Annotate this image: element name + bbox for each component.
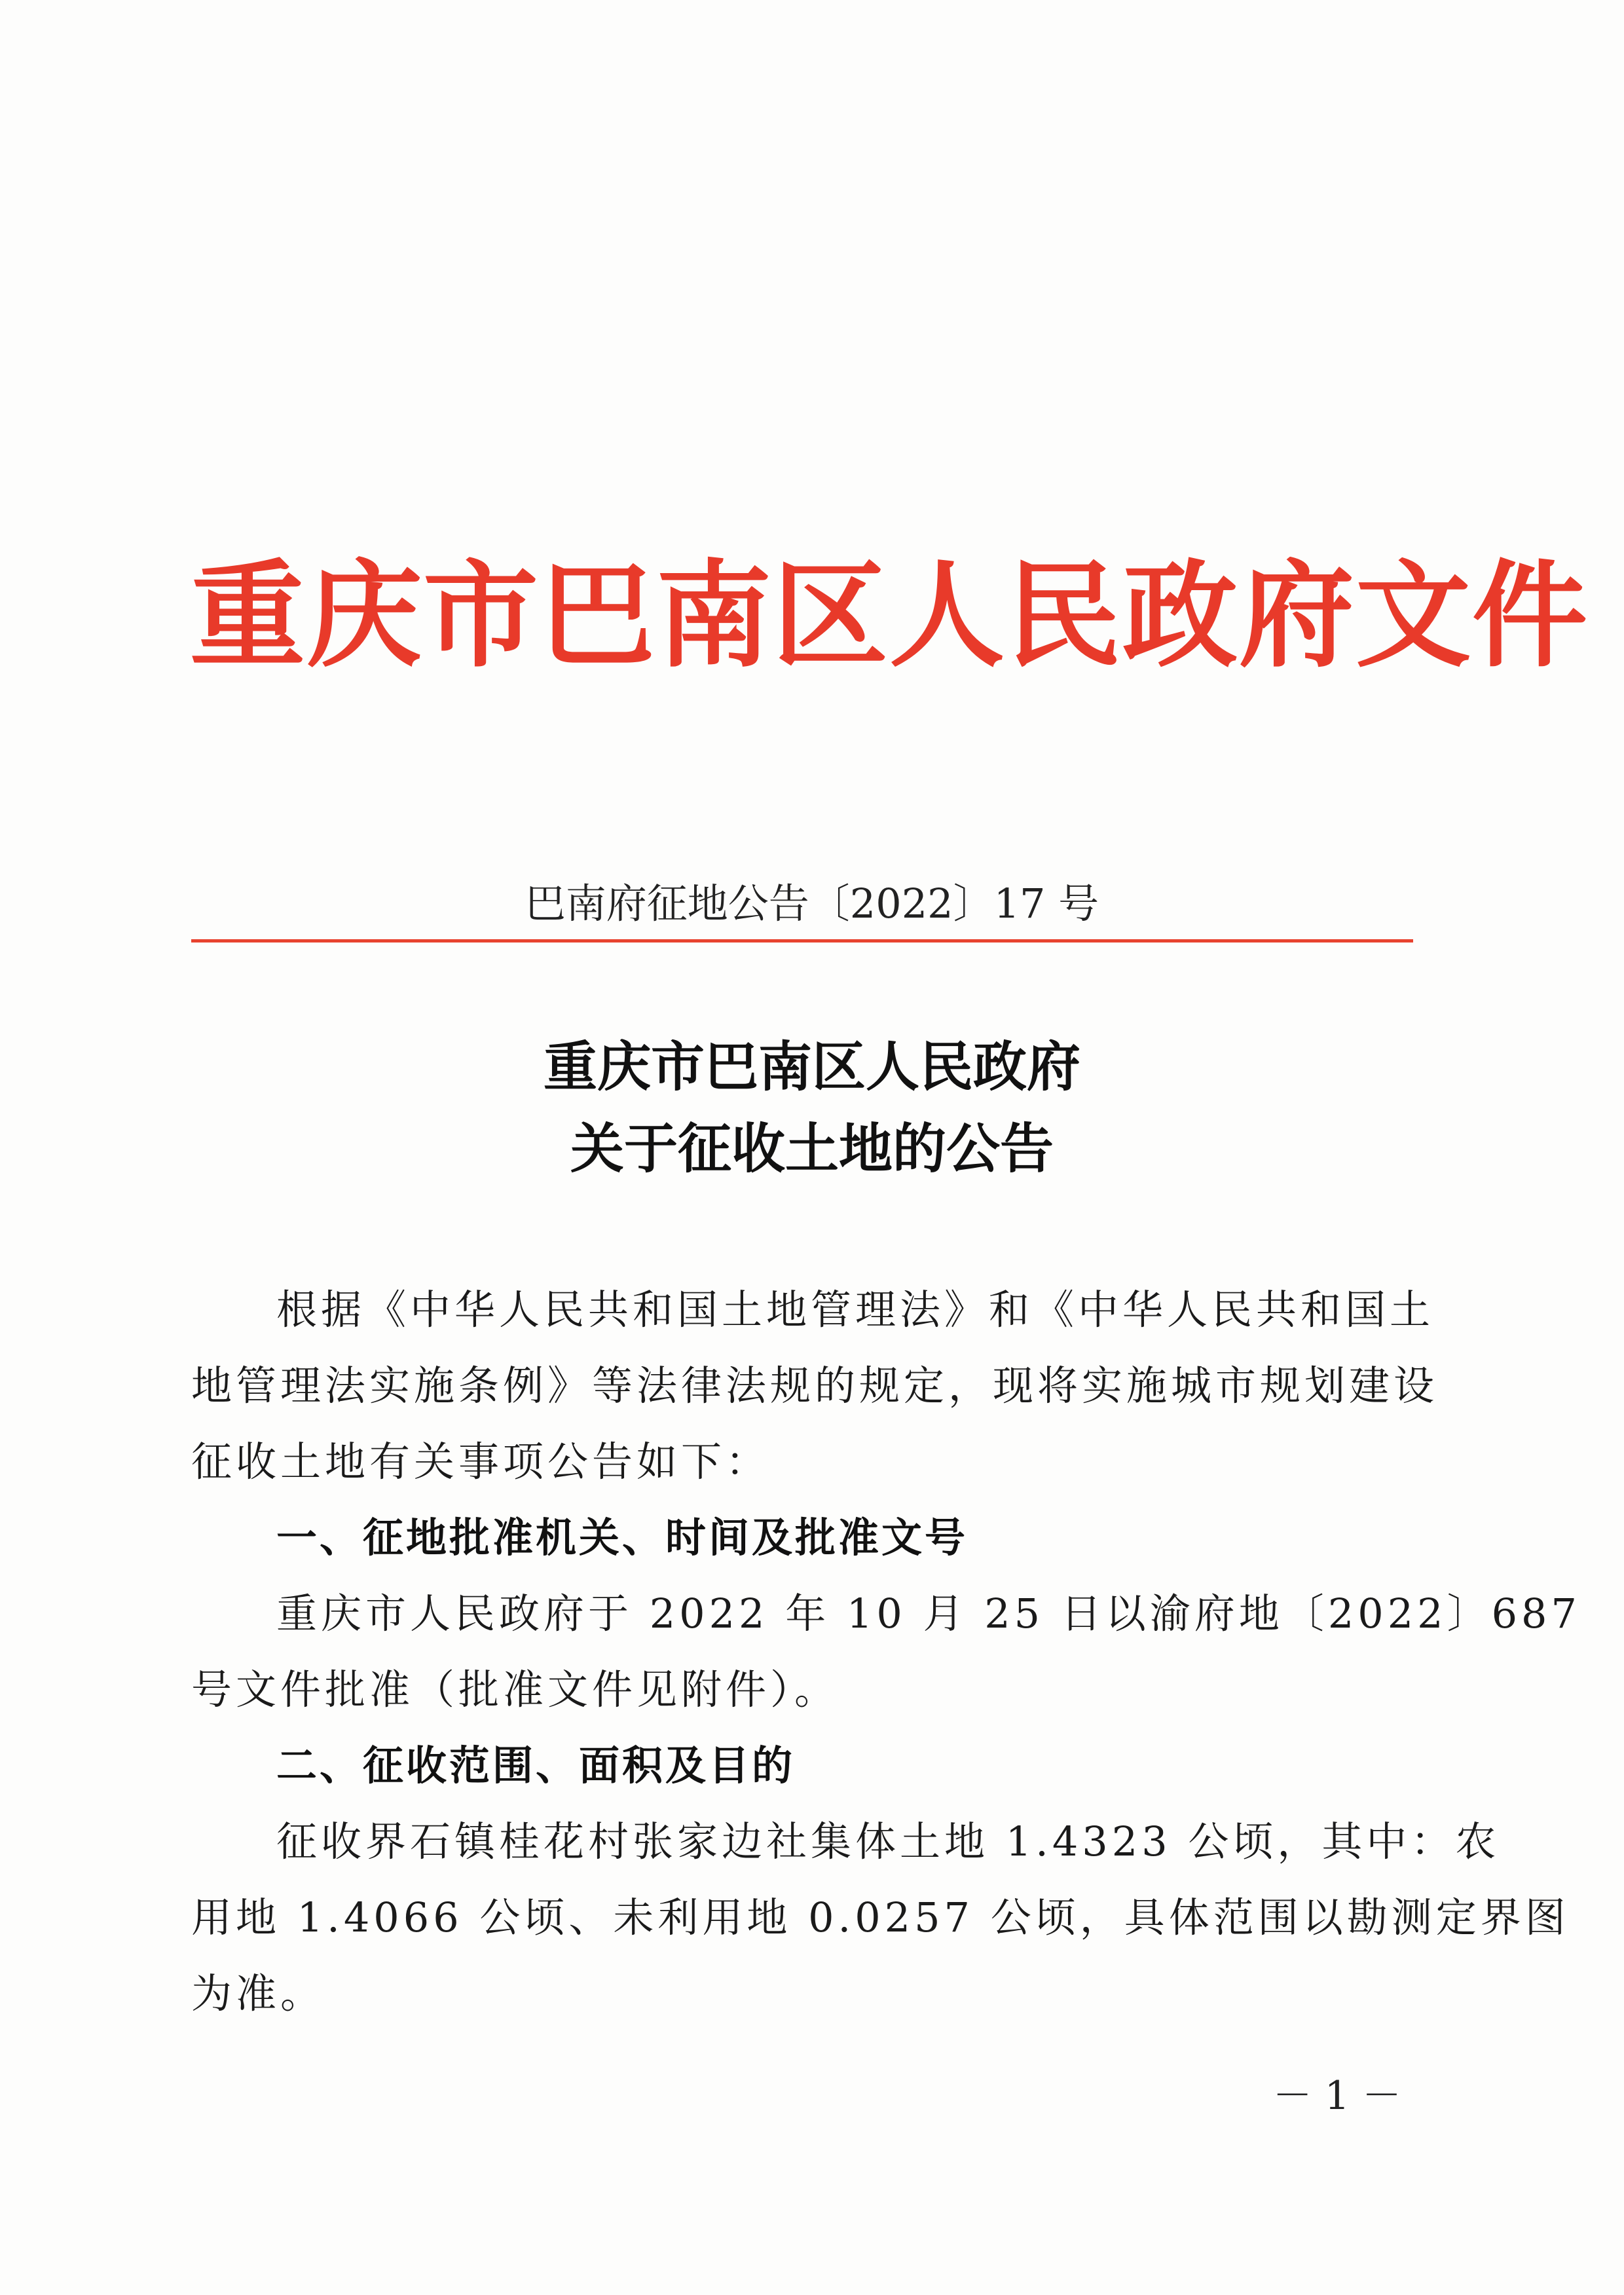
document-number: 巴南府征地公告〔2022〕17 号	[525, 880, 1099, 927]
section-2-heading: 二、征收范围、面积及目的	[276, 1742, 796, 1789]
intro-line-3: 征收土地有关事项公告如下：	[191, 1438, 771, 1485]
intro-line-1: 根据《中华人民共和国土地管理法》和《中华人民共和国土	[276, 1286, 1435, 1334]
page-number: － 1 －	[1272, 2073, 1401, 2119]
document-masthead: 重庆市巴南区人民政府文件	[190, 548, 1589, 683]
section-2-line-2: 用地 1.4066 公顷、未利用地 0.0257 公顷，具体范围以勘测定界图	[191, 1894, 1570, 1941]
section-1-paragraph	[191, 1576, 1581, 1728]
document-title-line-2: 关于征收土地的公告	[570, 1118, 1054, 1180]
section-1-line-2: 号文件批准（批准文件见附件）。	[191, 1666, 840, 1713]
section-1-heading: 一、征地批准机关、时间及批准文号	[276, 1514, 969, 1561]
document-title-line-1: 重庆市巴南区人民政府	[543, 1036, 1080, 1098]
section-2-line-3: 为准。	[191, 1969, 325, 2017]
intro-paragraph	[191, 1272, 1439, 1500]
section-2-paragraph	[191, 1804, 1570, 2032]
section-1-line-1: 重庆市人民政府于 2022 年 10 月 25 日以渝府地〔2022〕687	[276, 1590, 1581, 1637]
section-2-line-1: 征收界石镇桂花村张家边社集体土地 1.4323 公顷，其中：农	[276, 1818, 1500, 1865]
intro-line-2: 地管理法实施条例》等法律法规的规定，现将实施城市规划建设	[191, 1362, 1439, 1409]
red-divider-line	[191, 939, 1413, 942]
